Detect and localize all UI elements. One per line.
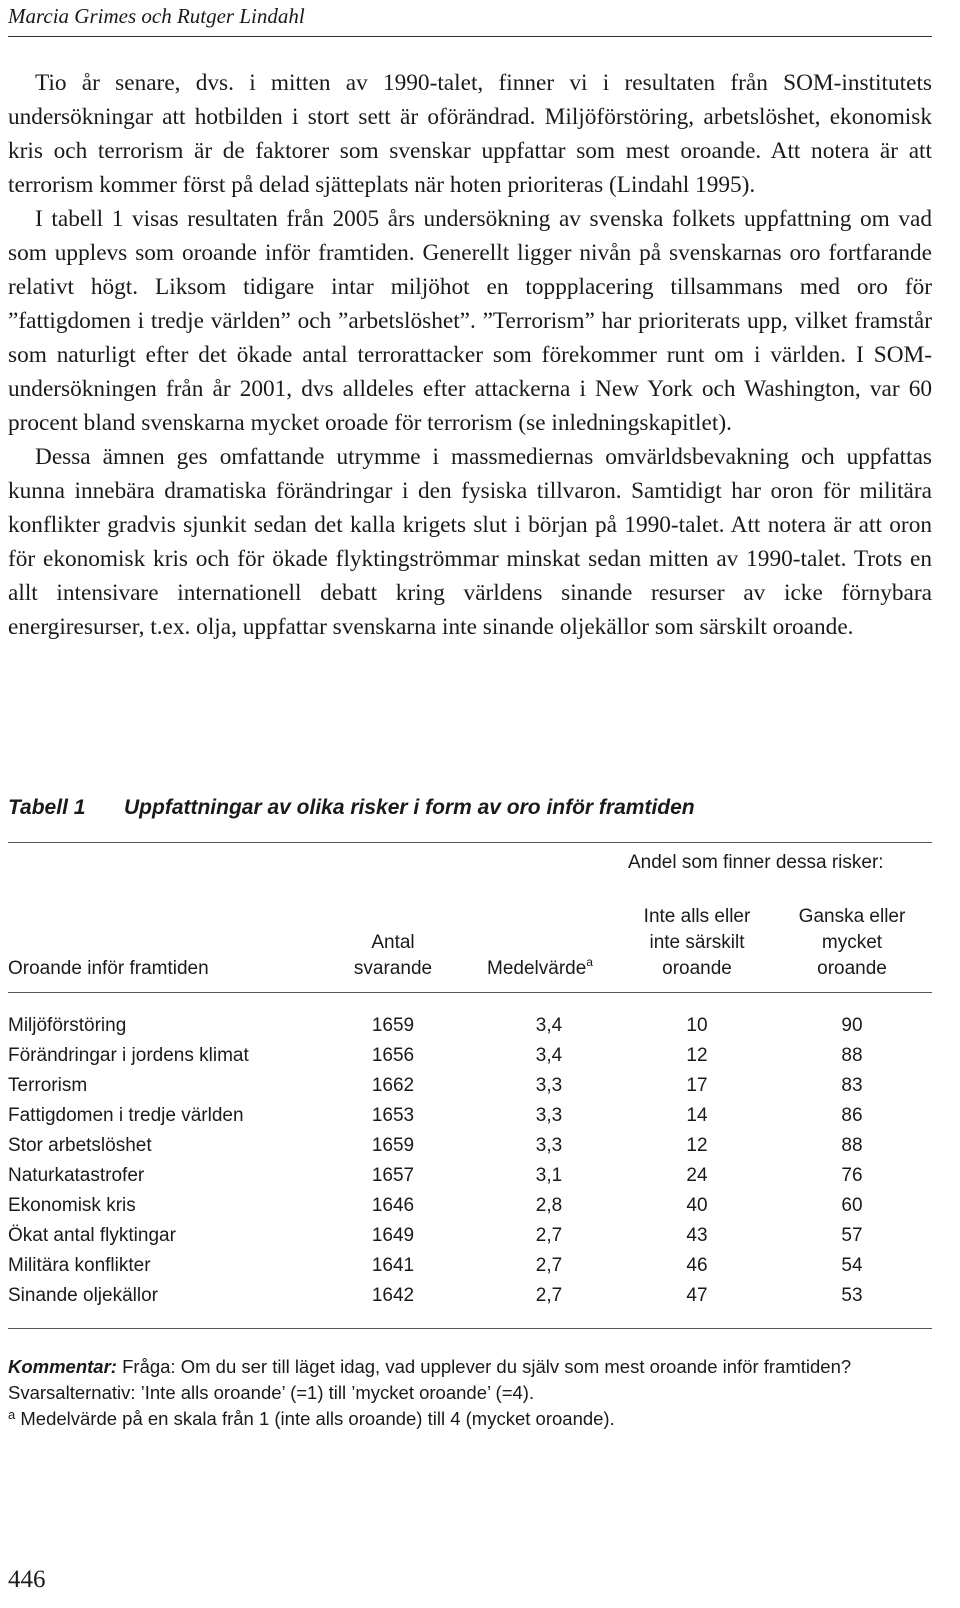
comment-label: Kommentar: <box>8 1356 117 1377</box>
cell-worried: 54 <box>841 1255 863 1276</box>
cell-risk: Sinande oljekällor <box>8 1285 158 1306</box>
col-header-risk: Oroande inför framtiden <box>8 958 209 979</box>
cell-mean: 2,8 <box>535 1195 563 1216</box>
cell-risk: Ekonomisk kris <box>8 1195 136 1216</box>
cell-worried: 88 <box>841 1045 863 1066</box>
cell-worried: 88 <box>841 1135 863 1156</box>
cell-risk: Miljöförstöring <box>8 1015 127 1036</box>
cell-mean: 3,1 <box>535 1165 563 1186</box>
cell-worried: 90 <box>841 1015 863 1036</box>
footnote-marker: a <box>586 955 593 969</box>
col-header-not-worried: Inte alls eller inte särskilt oroande <box>643 906 751 979</box>
cell-not-worried: 40 <box>686 1195 708 1216</box>
page-number: 446 <box>8 1566 46 1593</box>
col-header-n: Antal svarande <box>353 932 433 979</box>
table-top-rule <box>8 842 932 843</box>
cell-risk: Förändringar i jordens klimat <box>8 1045 249 1066</box>
cell-worried: 60 <box>841 1195 863 1216</box>
comment <box>8 1354 932 1380</box>
cell-not-worried: 12 <box>686 1135 708 1156</box>
cell-risk: Militära konflikter <box>8 1255 151 1276</box>
cell-mean: 3,3 <box>535 1105 563 1126</box>
cell-risk: Naturkatastrofer <box>8 1165 145 1186</box>
paragraph-3: Dessa ämnen ges omfattande utrymme i massmediernas omvärldsbevakning och uppfattas kunna innebära dramatiska förändringar i den fysiska tillvaron. Samtidigt har oron för militära konflikter gradvis sjunkit sedan det kalla krigets slut i början på 1990-talet. Att notera är att oron för ekonomisk kris och för ökade flyktingströmmar minskat sedan mitten av 1990-talet. Trots en allt intensivare internationell debatt kring världens sinande resurser av icke förnybara energiresurser, t.ex. olja, uppfattar svenskarna inte sinande oljekällor som särskilt oroande. <box>8 444 932 640</box>
table-notes <box>8 1354 932 1434</box>
running-header: Marcia Grimes och Rutger Lindahl <box>8 4 305 28</box>
cell-risk: Terrorism <box>8 1075 88 1096</box>
cell-not-worried: 17 <box>686 1075 708 1096</box>
paragraph-1: Tio år senare, dvs. i mitten av 1990-talet, finner vi i resultaten från SOM-institutets undersökningar att hotbilden i stort sett är oförändrad. Miljöförstöring, arbetslöshet, ekonomisk kris och terrorism är de faktorer som svenskar uppfattar som mest oroande. Att notera är att terrorism kommer först på delad sjätteplats när hoten prioriteras (Lindahl 1995). <box>8 70 932 198</box>
cell-n: 1642 <box>371 1285 415 1306</box>
group-header: Andel som finner dessa risker: <box>628 852 884 873</box>
table-title <box>8 796 695 820</box>
cell-n: 1641 <box>371 1255 415 1276</box>
header-rule <box>8 36 932 37</box>
cell-mean: 3,3 <box>535 1075 563 1096</box>
cell-worried: 76 <box>841 1165 863 1186</box>
cell-mean: 3,4 <box>535 1015 563 1036</box>
table-title-text: Uppfattningar av olika risker i form av oro inför framtiden <box>124 796 695 819</box>
cell-n: 1656 <box>371 1045 415 1066</box>
cell-worried: 83 <box>841 1075 863 1096</box>
cell-n: 1659 <box>371 1135 415 1156</box>
comment-text: Fråga: Om du ser till läget idag, vad upplever du själv som mest oroande inför framtiden? <box>116 1356 852 1377</box>
cell-n: 1659 <box>371 1015 415 1036</box>
cell-mean: 3,3 <box>535 1135 563 1156</box>
answer-options: Svarsalternativ: ’Inte alls oroande’ (=1) till ’mycket oroande’ (=4). <box>8 1382 535 1403</box>
cell-mean: 2,7 <box>535 1285 563 1306</box>
cell-n: 1662 <box>371 1075 415 1096</box>
col-header-mean: Medelvärde$^a$ <box>487 955 593 979</box>
cell-mean: 2,7 <box>535 1255 563 1276</box>
cell-n: 1649 <box>371 1225 415 1246</box>
table-header-rule <box>8 992 932 993</box>
body-text <box>8 66 932 644</box>
table-bottom-rule <box>8 1328 932 1329</box>
cell-not-worried: 24 <box>686 1165 708 1186</box>
footnote-mark: a <box>8 1407 16 1422</box>
cell-risk: Ökat antal flyktingar <box>8 1225 176 1246</box>
footnote-text: Medelvärde på en skala från 1 (inte alls oroande) till 4 (mycket oroande). <box>15 1408 615 1429</box>
footnote <box>8 1406 932 1434</box>
col-header-worried: Ganska eller mycket oroande <box>798 906 906 979</box>
cell-not-worried: 47 <box>686 1285 708 1306</box>
cell-worried: 57 <box>841 1225 863 1246</box>
cell-mean: 2,7 <box>535 1225 563 1246</box>
cell-n: 1646 <box>371 1195 415 1216</box>
cell-n: 1657 <box>371 1165 415 1186</box>
cell-risk: Fattigdomen i tredje världen <box>8 1105 244 1126</box>
cell-mean: 3,4 <box>535 1045 563 1066</box>
cell-not-worried: 10 <box>686 1015 708 1036</box>
cell-worried: 53 <box>841 1285 863 1306</box>
cell-not-worried: 43 <box>686 1225 708 1246</box>
cell-risk: Stor arbetslöshet <box>8 1135 152 1156</box>
cell-n: 1653 <box>371 1105 415 1126</box>
paragraph-2: I tabell 1 visas resultaten från 2005 års undersökning av svenska folkets uppfattning om vad som upplevs som oroande inför framtiden. Generellt ligger nivån på svenskarnas oro fortfarande relativt högt. Liksom tidigare intar miljöhot en toppplacering tillsammans med oro för ”fattigdomen i tredje världen” och ”arbetslöshet”. ”Terrorism” har prioriterats upp, vilket framstår som naturligt efter det ökade antal terrorattacker som förekommer runt om i världen. I SOM-undersökningen från år 2001, dvs alldeles efter attackerna i New York och Washington, var 60 procent bland svenskarna mycket oroade för terrorism (se inledningskapitlet). <box>8 206 932 436</box>
cell-worried: 86 <box>841 1105 863 1126</box>
cell-not-worried: 14 <box>686 1105 708 1126</box>
table-label: Tabell 1 <box>8 796 86 819</box>
cell-not-worried: 46 <box>686 1255 708 1276</box>
cell-not-worried: 12 <box>686 1045 708 1066</box>
